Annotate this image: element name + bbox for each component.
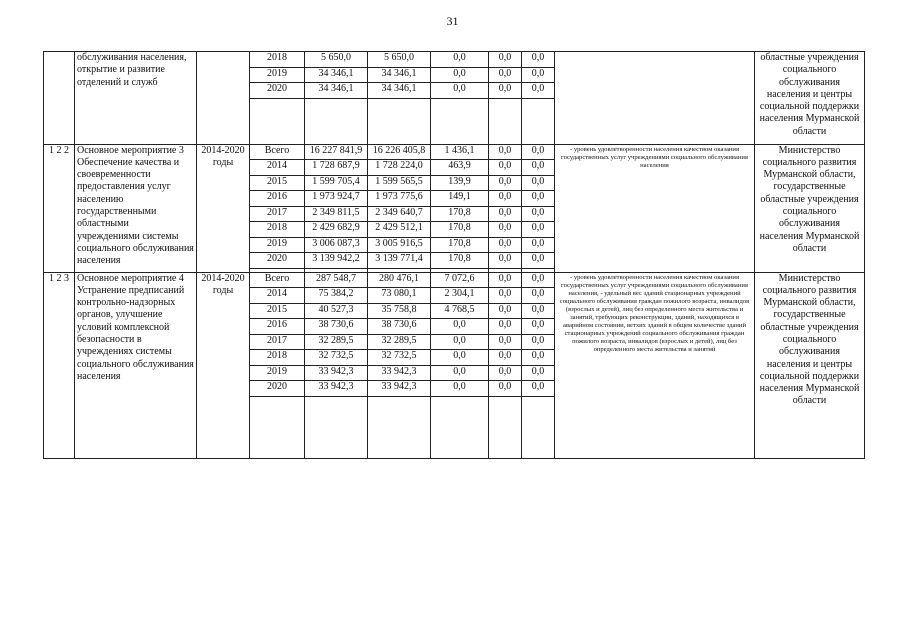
regional-budget-cell: 33 942,3 [368,365,431,381]
total-cell: 16 227 841,9 [305,144,368,160]
federal-budget-cell: 0,0 [431,365,489,381]
federal-budget-cell: 463,9 [431,160,489,176]
total-cell: 3 006 087,3 [305,237,368,253]
regional-budget-cell: 73 080,1 [368,288,431,304]
total-cell: 40 527,3 [305,303,368,319]
year-cell: Всего [250,272,305,288]
federal-budget-cell: 170,8 [431,206,489,222]
local-budget-cell: 0,0 [489,160,522,176]
local-budget-cell: 0,0 [489,350,522,366]
federal-budget-cell: 2 304,1 [431,288,489,304]
year-cell: 2020 [250,381,305,397]
federal-budget-cell: 0,0 [431,319,489,335]
local-budget-cell: 0,0 [489,365,522,381]
period-cell: 2014-2020 годы [197,144,250,272]
federal-budget-cell: 1 436,1 [431,144,489,160]
federal-budget-cell: 0,0 [431,83,489,99]
local-budget-cell: 0,0 [489,319,522,335]
indicators-cell: - уровень удовлетворенности населения качеством оказания государственных услуг учреждениями социального обслуживания населения [555,144,755,272]
period-cell [197,52,250,145]
federal-budget-cell: 170,8 [431,253,489,269]
year-cell: 2014 [250,160,305,176]
other-sources-cell: 0,0 [522,334,555,350]
item-number-cell: 1 2 3 [44,272,75,458]
federal-budget-cell: 0,0 [431,381,489,397]
empty-cell [305,396,368,458]
table-row [44,144,865,160]
year-cell: 2016 [250,191,305,207]
total-cell: 33 942,3 [305,365,368,381]
empty-cell [250,396,305,458]
federal-budget-cell: 4 768,5 [431,303,489,319]
empty-cell [305,98,368,144]
regional-budget-cell: 2 349 640,7 [368,206,431,222]
empty-cell [431,396,489,458]
other-sources-cell: 0,0 [522,83,555,99]
empty-cell [368,396,431,458]
other-sources-cell: 0,0 [522,175,555,191]
regional-budget-cell: 16 226 405,8 [368,144,431,160]
activity-name-cell: Основное мероприятие 3 Обеспечение качества и своевременности предоставления услуг населению государственными областными учреждениями системы социального обслуживания населения [75,144,197,272]
total-cell: 32 732,5 [305,350,368,366]
other-sources-cell: 0,0 [522,206,555,222]
other-sources-cell: 0,0 [522,288,555,304]
regional-budget-cell: 3 005 916,5 [368,237,431,253]
item-number-cell: 1 2 2 [44,144,75,272]
year-cell: 2018 [250,222,305,238]
regional-budget-cell: 32 732,5 [368,350,431,366]
other-sources-cell: 0,0 [522,319,555,335]
total-cell: 1 599 705,4 [305,175,368,191]
regional-budget-cell: 280 476,1 [368,272,431,288]
year-cell: 2019 [250,365,305,381]
local-budget-cell: 0,0 [489,288,522,304]
local-budget-cell: 0,0 [489,52,522,68]
other-sources-cell: 0,0 [522,191,555,207]
total-cell: 34 346,1 [305,83,368,99]
other-sources-cell: 0,0 [522,67,555,83]
total-cell: 34 346,1 [305,67,368,83]
local-budget-cell: 0,0 [489,191,522,207]
local-budget-cell: 0,0 [489,237,522,253]
other-sources-cell: 0,0 [522,144,555,160]
executor-cell: областные учреждения социального обслуживания населения и центры социальной поддержки населения Мурманской области [755,52,865,145]
regional-budget-cell: 3 139 771,4 [368,253,431,269]
period-cell: 2014-2020 годы [197,272,250,458]
program-table [43,51,865,459]
regional-budget-cell: 5 650,0 [368,52,431,68]
executor-cell: Министерство социального развития Мурманской области, государственные областные учреждения социального обслуживания населения Мурманской области [755,144,865,272]
other-sources-cell: 0,0 [522,160,555,176]
other-sources-cell: 0,0 [522,350,555,366]
indicators-cell [555,52,755,145]
year-cell: 2019 [250,67,305,83]
total-cell: 5 650,0 [305,52,368,68]
local-budget-cell: 0,0 [489,83,522,99]
total-cell: 3 139 942,2 [305,253,368,269]
year-cell: 2015 [250,175,305,191]
year-cell: 2017 [250,334,305,350]
other-sources-cell: 0,0 [522,365,555,381]
empty-cell [431,98,489,144]
federal-budget-cell: 0,0 [431,350,489,366]
year-cell: 2019 [250,237,305,253]
regional-budget-cell: 33 942,3 [368,381,431,397]
year-cell: 2018 [250,350,305,366]
local-budget-cell: 0,0 [489,334,522,350]
total-cell: 287 548,7 [305,272,368,288]
local-budget-cell: 0,0 [489,222,522,238]
other-sources-cell: 0,0 [522,272,555,288]
empty-cell [489,396,522,458]
federal-budget-cell: 0,0 [431,52,489,68]
other-sources-cell: 0,0 [522,381,555,397]
empty-cell [250,98,305,144]
local-budget-cell: 0,0 [489,253,522,269]
regional-budget-cell: 1 973 775,6 [368,191,431,207]
federal-budget-cell: 149,1 [431,191,489,207]
federal-budget-cell: 170,8 [431,237,489,253]
local-budget-cell: 0,0 [489,175,522,191]
regional-budget-cell: 1 728 224,0 [368,160,431,176]
year-cell: 2018 [250,52,305,68]
local-budget-cell: 0,0 [489,303,522,319]
activity-name-cell: обслуживания населения, открытие и развитие отделений и служб [75,52,197,145]
year-cell: 2014 [250,288,305,304]
federal-budget-cell: 0,0 [431,67,489,83]
empty-cell [489,98,522,144]
regional-budget-cell: 2 429 512,1 [368,222,431,238]
total-cell: 1 728 687,9 [305,160,368,176]
total-cell: 2 349 811,5 [305,206,368,222]
regional-budget-cell: 38 730,6 [368,319,431,335]
activity-name-cell: Основное мероприятие 4 Устранение предписаний контрольно-надзорных органов, улучшение условий комплексной безопасности в учреждениях системы социального обслуживания населения [75,272,197,458]
total-cell: 1 973 924,7 [305,191,368,207]
federal-budget-cell: 0,0 [431,334,489,350]
federal-budget-cell: 7 072,6 [431,272,489,288]
year-cell: 2017 [250,206,305,222]
regional-budget-cell: 34 346,1 [368,67,431,83]
table-row [44,52,865,68]
regional-budget-cell: 35 758,8 [368,303,431,319]
other-sources-cell: 0,0 [522,237,555,253]
table-row [44,272,865,288]
federal-budget-cell: 170,8 [431,222,489,238]
regional-budget-cell: 32 289,5 [368,334,431,350]
item-number-cell [44,52,75,145]
empty-cell [522,98,555,144]
other-sources-cell: 0,0 [522,52,555,68]
empty-cell [522,396,555,458]
other-sources-cell: 0,0 [522,253,555,269]
regional-budget-cell: 34 346,1 [368,83,431,99]
year-cell: 2015 [250,303,305,319]
federal-budget-cell: 139,9 [431,175,489,191]
indicators-cell: - уровень удовлетворенности населения качеством оказания государственных услуг учреждениями социального обслуживания населения, - удельный вес зданий стационарных учреждений социального обслуживания граждан пожилого возраста, инвалидов (взрослых и детей), лиц без определенного места жительства и занятий, требующих реконструкции, зданий, находящихся в аварийном состоянии, ветхих зданий в общем количестве зданий стационарных учреждений социального обслуживания граждан пожилого возраста, инвалидов (взрослых и детей), лиц без определенного места жительства и занятий [555,272,755,458]
total-cell: 38 730,6 [305,319,368,335]
total-cell: 32 289,5 [305,334,368,350]
regional-budget-cell: 1 599 565,5 [368,175,431,191]
local-budget-cell: 0,0 [489,144,522,160]
local-budget-cell: 0,0 [489,206,522,222]
local-budget-cell: 0,0 [489,272,522,288]
other-sources-cell: 0,0 [522,303,555,319]
year-cell: Всего [250,144,305,160]
page-number: 31 [446,14,459,28]
local-budget-cell: 0,0 [489,381,522,397]
other-sources-cell: 0,0 [522,222,555,238]
year-cell: 2020 [250,253,305,269]
empty-cell [368,98,431,144]
executor-cell: Министерство социального развития Мурманской области, государственные областные учреждения социального обслуживания населения и центры социальной поддержки населения Мурманской области [755,272,865,458]
local-budget-cell: 0,0 [489,67,522,83]
total-cell: 2 429 682,9 [305,222,368,238]
year-cell: 2020 [250,83,305,99]
total-cell: 33 942,3 [305,381,368,397]
total-cell: 75 384,2 [305,288,368,304]
year-cell: 2016 [250,319,305,335]
